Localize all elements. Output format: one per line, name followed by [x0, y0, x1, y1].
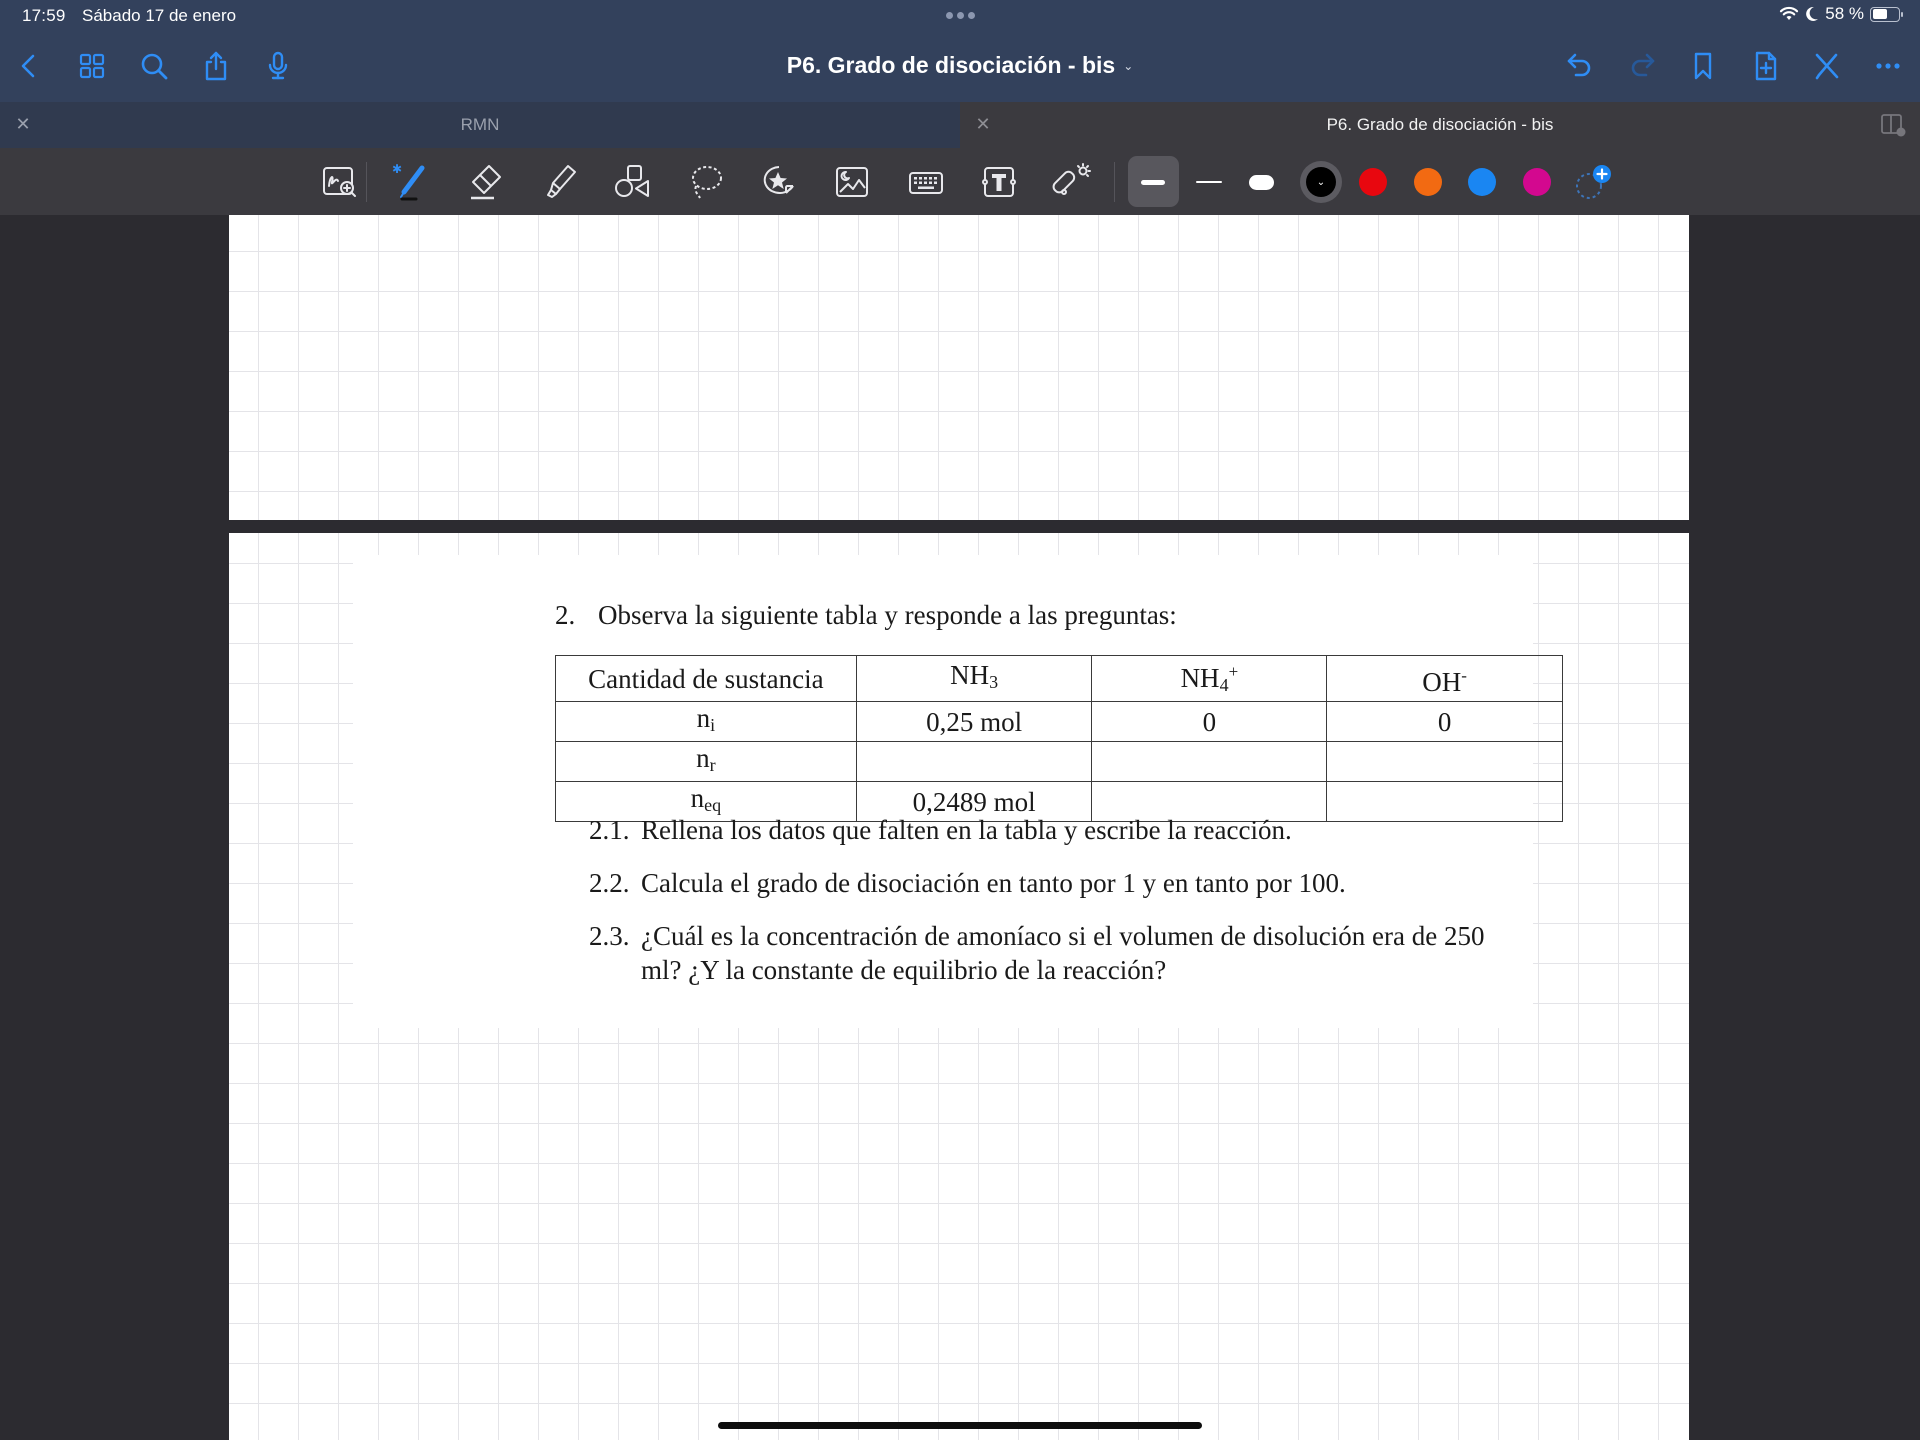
battery-percent: 58 %: [1825, 4, 1864, 23]
table-row: [556, 702, 1563, 742]
sticker-icon: [759, 162, 799, 202]
image-tool[interactable]: [830, 160, 874, 204]
row-label-subscript: eq: [704, 795, 722, 815]
more-icon: [1873, 51, 1903, 81]
tab-label: RMN: [460, 115, 500, 134]
formula-base: NH: [950, 660, 990, 690]
microphone-icon: [263, 51, 293, 81]
formula-superscript: -: [1461, 665, 1467, 685]
subquestion-number: 2.3.: [589, 921, 630, 951]
row-label-subscript: r: [709, 755, 716, 775]
chevron-down-icon: ⌄: [1306, 167, 1336, 197]
share-icon: [201, 51, 231, 81]
bookmark-icon: [1688, 51, 1718, 81]
lasso-icon: [686, 162, 726, 202]
tab-bar: [0, 102, 1920, 148]
document-title-button[interactable]: [787, 52, 1134, 79]
text-box-tool[interactable]: [977, 160, 1021, 204]
home-indicator[interactable]: [718, 1422, 1202, 1429]
color-swatch-magenta[interactable]: [1523, 168, 1551, 196]
doc-zoom-icon: [320, 162, 360, 202]
close-tab-icon[interactable]: ✕: [15, 114, 31, 134]
stroke-thick-icon: [1141, 180, 1165, 185]
text-box-icon: [979, 162, 1019, 202]
color-swatch-red[interactable]: [1359, 168, 1387, 196]
lasso-tool[interactable]: [684, 160, 728, 204]
formula-base: NH: [1180, 663, 1220, 693]
annotation-toolbar: [0, 148, 1920, 215]
eraser-icon: [466, 162, 506, 202]
row-label-base: n: [696, 703, 711, 733]
status-date: Sábado 17 de enero: [82, 6, 237, 25]
color-swatch-blue[interactable]: [1468, 168, 1496, 196]
undo-button[interactable]: [1560, 46, 1600, 86]
search-icon: [139, 51, 169, 81]
highlighter-icon: [540, 162, 580, 202]
shapes-icon: [612, 162, 652, 202]
tab-p6-grado-de-disociacion[interactable]: [960, 102, 1920, 148]
row-label-nr: [556, 742, 857, 782]
add-page-icon: [1751, 51, 1781, 81]
split-view-icon[interactable]: [1880, 113, 1906, 137]
toolbar-divider: [366, 162, 367, 202]
formula-superscript: +: [1228, 662, 1239, 681]
cell-nh3: 0,2489 mol: [856, 782, 1092, 822]
header-cell-nh4: [1092, 656, 1327, 702]
more-button[interactable]: [1868, 46, 1908, 86]
status-indicators: [1779, 4, 1900, 24]
cell-nh3: 0,25 mol: [856, 702, 1092, 742]
table-header-row: [556, 656, 1563, 702]
cell-nh4: [1092, 742, 1327, 782]
bookmark-button[interactable]: [1683, 46, 1723, 86]
substance-table: [555, 655, 1563, 822]
add-page-button[interactable]: [1746, 46, 1786, 86]
color-swatch-orange[interactable]: [1414, 168, 1442, 196]
cell-nh4: 0: [1092, 702, 1327, 742]
keyboard-icon: [906, 162, 946, 202]
toolbar-divider: [1114, 162, 1115, 202]
top-bar: [0, 0, 1920, 102]
redo-icon: [1627, 51, 1657, 81]
cell-oh: [1327, 742, 1563, 782]
back-button[interactable]: [9, 46, 49, 86]
notebook-page-2[interactable]: [229, 533, 1689, 1440]
add-color-button[interactable]: [1572, 160, 1616, 204]
zoom-window-tool[interactable]: [318, 160, 362, 204]
shapes-tool[interactable]: [610, 160, 654, 204]
battery-fill: [1873, 9, 1888, 19]
subquestion-text: Rellena los datos que falten en la tabla y escribe la reacción.: [641, 815, 1292, 845]
subquestion-text: ¿Cuál es la concentración de amoníaco si el volumen de disolución era de 250: [641, 921, 1485, 951]
header-cell-cantidad: Cantidad de sustancia: [556, 656, 857, 702]
status-time: 17:59: [22, 6, 66, 25]
question-2-heading: [555, 600, 1177, 631]
subquestion-2-1: [589, 815, 1292, 846]
color-swatch-black[interactable]: [1300, 161, 1342, 203]
row-label-subscript: i: [710, 715, 716, 735]
share-button[interactable]: [196, 46, 236, 86]
formula-subscript: 4: [1219, 675, 1229, 695]
exit-edit-button[interactable]: [1807, 46, 1847, 86]
pencil-off-icon: [1812, 51, 1842, 81]
row-label-ni: [556, 702, 857, 742]
pdf-content: [353, 555, 1533, 1028]
dictation-button[interactable]: [258, 46, 298, 86]
subquestion-2-2: [589, 868, 1346, 899]
document-title-text: P6. Grado de disociación - bis: [786, 52, 1116, 78]
highlighter-tool[interactable]: [538, 160, 582, 204]
laser-pointer-icon: [1052, 162, 1092, 202]
subquestion-text-continued: ml? ¿Y la constante de equilibrio de la reacción?: [641, 955, 1167, 985]
cell-oh: [1327, 782, 1563, 822]
stroke-width-thin-button[interactable]: [1196, 181, 1222, 183]
multitasking-dots-icon[interactable]: [946, 12, 975, 19]
question-text: Observa la siguiente tabla y responde a las preguntas:: [598, 600, 1177, 630]
notebook-page-1[interactable]: [229, 215, 1689, 520]
header-cell-nh3: [856, 656, 1092, 702]
eraser-tool[interactable]: [464, 160, 508, 204]
add-color-icon: [1572, 160, 1616, 204]
image-icon: [832, 162, 872, 202]
laser-pointer-tool[interactable]: [1050, 160, 1094, 204]
moon-icon: [1805, 6, 1819, 22]
stroke-width-blob-button[interactable]: [1249, 175, 1274, 190]
close-tab-icon[interactable]: ✕: [975, 114, 991, 134]
search-button[interactable]: [134, 46, 174, 86]
keyboard-tool[interactable]: [904, 160, 948, 204]
table-row: [556, 742, 1563, 782]
wifi-icon: [1779, 6, 1799, 22]
svg-text:✱: ✱: [392, 162, 403, 176]
tab-label: P6. Grado de disociación - bis: [1326, 115, 1554, 134]
row-label-base: n: [690, 783, 705, 813]
pen-icon: [392, 162, 432, 202]
formula-base: OH: [1422, 666, 1462, 697]
tab-rmn[interactable]: [0, 102, 960, 148]
redo-button[interactable]: [1622, 46, 1662, 86]
chevron-left-icon: [14, 51, 44, 81]
cell-oh: 0: [1327, 702, 1563, 742]
undo-icon: [1565, 51, 1595, 81]
formula-subscript: 3: [989, 672, 999, 692]
subquestion-number: 2.1.: [589, 815, 630, 845]
row-label-base: n: [696, 743, 710, 773]
subquestion-number: 2.2.: [589, 868, 630, 898]
header-cell-oh: [1327, 656, 1563, 702]
question-number: 2.: [555, 600, 576, 630]
subquestion-text: Calcula el grado de disociación en tanto por 1 y en tanto por 100.: [641, 868, 1346, 898]
subquestion-2-3: [589, 921, 1484, 986]
battery-icon: [1870, 7, 1900, 22]
pen-tool[interactable]: [390, 160, 434, 204]
sticker-tool[interactable]: [757, 160, 801, 204]
thumbnails-button[interactable]: [72, 46, 112, 86]
cell-nh3: [856, 742, 1092, 782]
chevron-down-icon: ⌄: [1123, 58, 1134, 73]
grid-icon: [77, 51, 107, 81]
